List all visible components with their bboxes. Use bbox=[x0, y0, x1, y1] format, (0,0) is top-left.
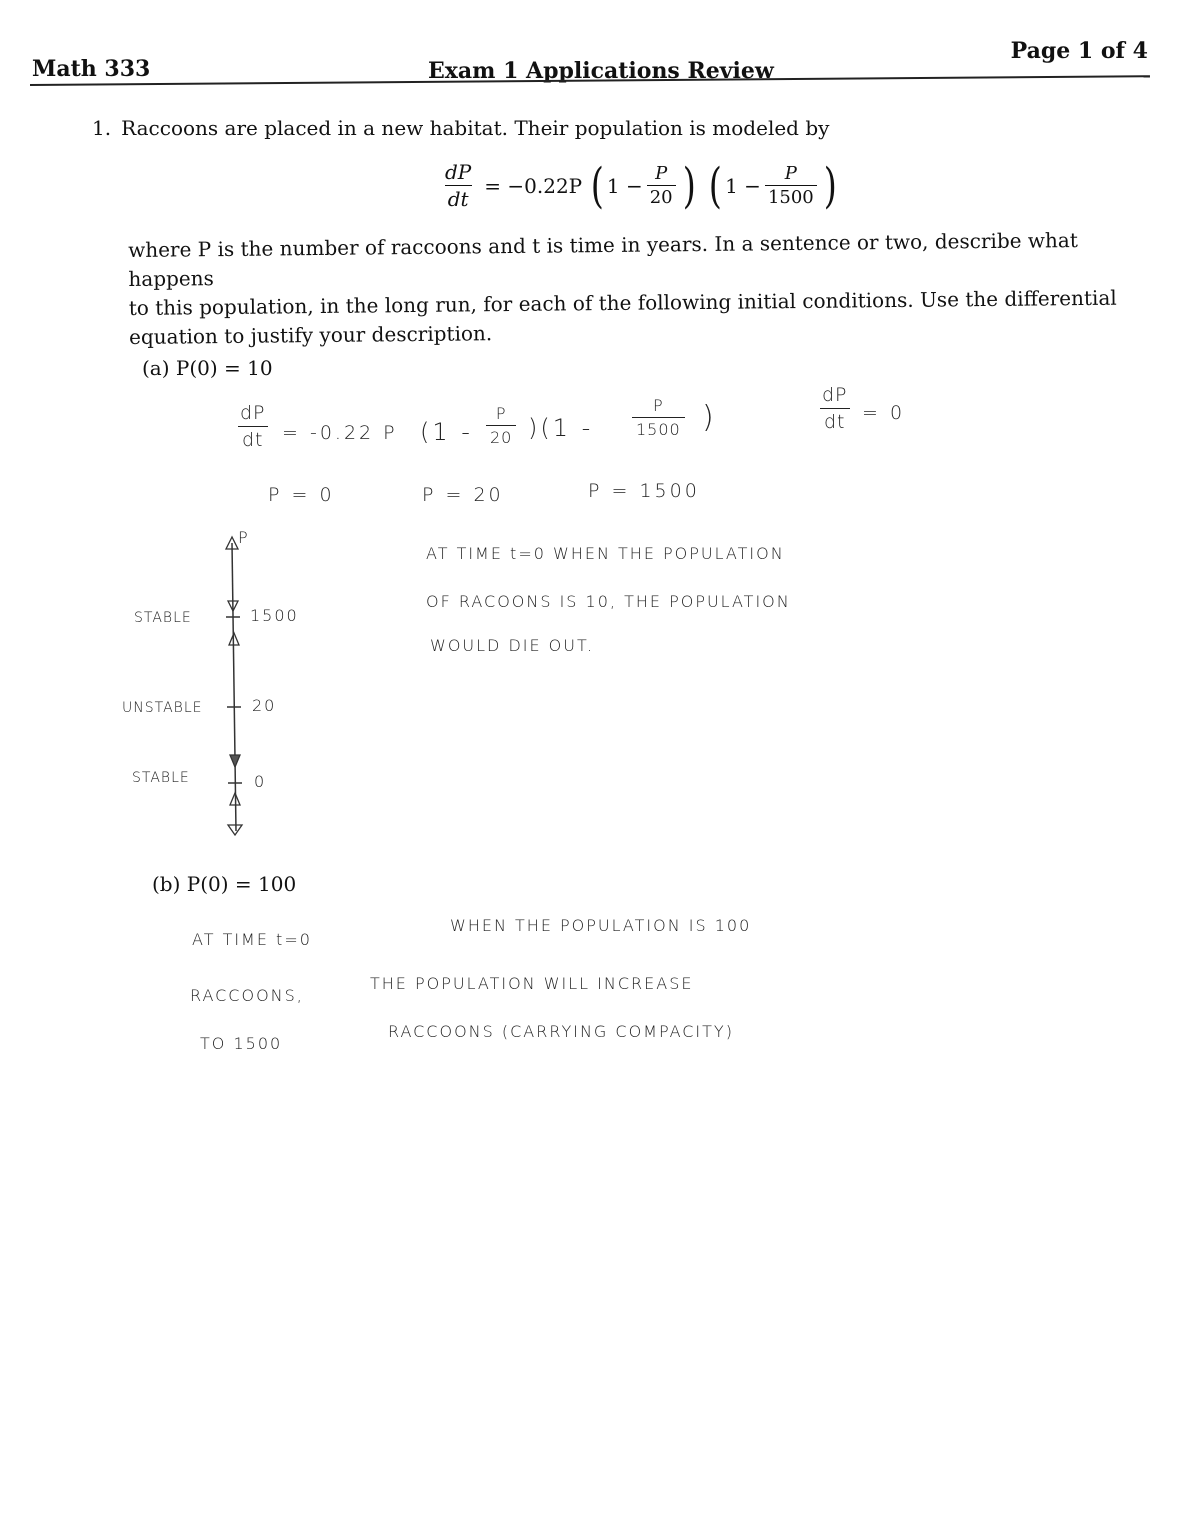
course-name: Math 333 bbox=[32, 56, 151, 82]
hw-open-paren-1: (1 - bbox=[420, 418, 473, 446]
description-line: to this population, in the long run, for each of the following initial conditions. Use the differential bbox=[128, 285, 1117, 320]
hw-equals-zero: = 0 bbox=[862, 402, 906, 424]
model-equation bbox=[438, 157, 839, 214]
hw-p1: P bbox=[495, 404, 507, 423]
question-number: 1. bbox=[92, 116, 112, 140]
question-intro bbox=[92, 116, 829, 140]
phase-stable-top: STABLE bbox=[134, 610, 192, 626]
equation-coefficient: = −0.22P bbox=[484, 173, 583, 198]
answer-a-line-3: WOULD DIE OUT. bbox=[430, 636, 594, 655]
derivative-fraction bbox=[442, 160, 474, 211]
exam-title: Exam 1 Applications Review bbox=[428, 58, 774, 84]
description-line: where P is the number of raccoons and t is time in years. In a sentence or two, describe what happens bbox=[128, 228, 1078, 291]
answer-b-line-2b: THE POPULATION WILL INCREASE bbox=[370, 974, 694, 993]
hw-dt: dt bbox=[238, 426, 268, 451]
derivative-denominator: dt bbox=[445, 185, 472, 211]
description-line: equation to justify your description. bbox=[128, 321, 493, 349]
part-b-label: (b) P(0) = 100 bbox=[152, 872, 297, 896]
hw-dp: dP bbox=[240, 402, 266, 424]
answer-a-line-1: AT TIME t=0 WHEN THE POPULATION bbox=[426, 544, 785, 563]
page-header bbox=[30, 38, 1150, 94]
hw-root-1500: P = 1500 bbox=[588, 480, 700, 502]
one-minus-1: 1 − bbox=[606, 173, 643, 198]
one-minus-2: 1 − bbox=[725, 173, 761, 198]
hw-coefficient: = -0.22 P bbox=[282, 422, 398, 444]
hw-dp-dt bbox=[236, 402, 270, 451]
page-number: Page 1 of 4 bbox=[1010, 38, 1148, 64]
part-a-label: (a) P(0) = 10 bbox=[142, 356, 273, 380]
paren-close-1: ) bbox=[682, 157, 696, 214]
fraction-p-over-1500 bbox=[765, 163, 817, 208]
hw-close-open: )(1 - bbox=[528, 414, 594, 442]
phase-stable-bottom: STABLE bbox=[132, 770, 190, 786]
fraction1-denominator: 20 bbox=[647, 185, 676, 208]
paren-open-1: ( bbox=[590, 157, 605, 214]
answer-b-line-3b: RACCOONS (CARRYING COMPACITY) bbox=[388, 1022, 734, 1041]
paren-close-2: ) bbox=[823, 157, 837, 214]
phase-line-diagram bbox=[210, 535, 270, 845]
question-description bbox=[128, 226, 1119, 352]
derivative-numerator: dP bbox=[445, 160, 472, 184]
paren-open-2: ( bbox=[709, 157, 723, 214]
down-arrow-icon bbox=[230, 755, 240, 767]
phase-label-0: 0 bbox=[254, 772, 267, 791]
hw-20: 20 bbox=[486, 425, 516, 447]
phase-unstable: UNSTABLE bbox=[122, 700, 203, 716]
hw-root-0: P = 0 bbox=[268, 484, 335, 506]
bottom-arrow-icon bbox=[228, 825, 242, 835]
hw-zero-dt: dt bbox=[820, 408, 850, 433]
hw-frac-p-1500 bbox=[632, 396, 685, 439]
answer-b-line-1b: WHEN THE POPULATION IS 100 bbox=[450, 916, 752, 935]
answer-a-line-2: OF RACOONS IS 10, THE POPULATION bbox=[426, 592, 791, 611]
hw-root-20: P = 20 bbox=[422, 484, 504, 506]
hw-1500: 1500 bbox=[632, 417, 685, 439]
hw-p2: P bbox=[653, 396, 664, 415]
answer-b-line-2a: RACCOONS, bbox=[190, 986, 304, 1005]
fraction1-numerator: P bbox=[655, 163, 668, 184]
phase-axis bbox=[232, 543, 236, 831]
hw-close-paren-2: ) bbox=[702, 400, 717, 435]
question-intro-text: Raccoons are placed in a new habitat. Their population is modeled by bbox=[121, 116, 830, 140]
phase-label-1500: 1500 bbox=[250, 606, 299, 625]
answer-b-line-3a: TO 1500 bbox=[200, 1034, 283, 1053]
phase-label-20: 20 bbox=[252, 696, 277, 715]
hw-zero-deriv bbox=[818, 384, 852, 433]
hw-frac-p-20 bbox=[486, 404, 516, 447]
fraction-p-over-20 bbox=[647, 163, 676, 208]
hw-zero-dp: dP bbox=[822, 384, 848, 406]
fraction2-numerator: P bbox=[784, 163, 797, 184]
fraction2-denominator: 1500 bbox=[765, 185, 817, 208]
answer-b-line-1a: AT TIME t=0 bbox=[192, 930, 312, 949]
phase-axis-label: P bbox=[238, 528, 250, 547]
